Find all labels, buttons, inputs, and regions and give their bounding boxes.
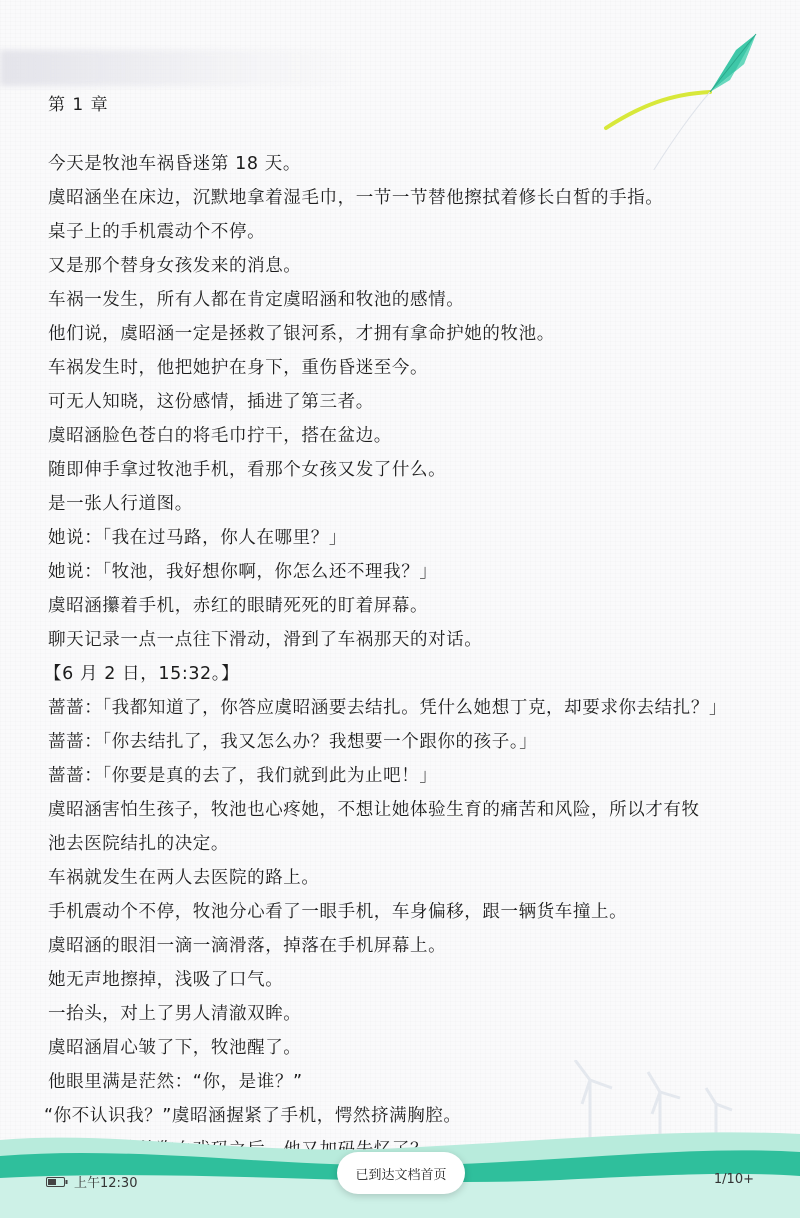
paragraph: 他们说，虞昭涵一定是拯救了银河系，才拥有拿命护她的牧池。 [48,324,555,344]
paragraph: 聊天记录一点一点往下滑动，滑到了车祸那天的对话。 [48,630,483,650]
paragraph: 虞昭涵坐在床边，沉默地拿着湿毛巾，一节一节替他擦拭着修长白皙的手指。 [48,188,664,208]
paragraph: 虞昭涵眉心皱了下，牧池醒了。 [48,1038,302,1058]
paragraph: 他眼里满是茫然：“你，是谁？” [48,1072,303,1092]
paragraph: 一抬头，对上了男人清澈双眸。 [48,1004,302,1024]
paragraph: 手机震动个不停，牧池分心看了一眼手机，车身偏移，跟一辆货车撞上。 [48,902,628,922]
paragraph: 车祸一发生，所有人都在肯定虞昭涵和牧池的感情。 [48,290,465,310]
paragraph: 今天是牧池车祸昏迷第 18 天。 [48,154,301,174]
paragraph: 虞昭涵害怕生孩子，牧池也心疼她，不想让她体验生育的痛苦和风险，所以才有牧 池去医院结扎的决定。 [48,800,700,854]
paragraph: 她说：「我在过马路，你人在哪里？」 [48,528,347,548]
paragraph: 可无人知晓，这份感情，插进了第三者。 [48,392,374,412]
paragraph: 车祸发生时，他把她护在身下，重伤昏迷至今。 [48,358,429,378]
paragraph: 她说：「牧池，我好想你啊，你怎么还不理我？」 [48,562,438,582]
paragraph: 她无声地擦掉，浅吸了口气。 [48,970,284,990]
status-bar-left [46,1172,137,1191]
paragraph: 虞昭涵脸色苍白的将毛巾拧干，搭在盆边。 [48,426,392,446]
battery-icon [46,1177,68,1187]
reached-first-page-button[interactable]: 已到达文档首页 [337,1152,465,1194]
paragraph: 虞昭涵攥着手机，赤红的眼睛死死的盯着屏幕。 [48,596,429,616]
paragraph: “你不认识我？”虞昭涵握紧了手机，愕然挤满胸腔。 [44,1106,462,1126]
top-haze-decoration [0,50,360,86]
paragraph: 桌子上的手机震动个不停。 [48,222,266,242]
paragraph: 又是那个替身女孩发来的消息。 [48,256,302,276]
paragraph: 蔷蔷：「我都知道了，你答应虞昭涵要去结扎。凭什么她想丁克，却要求你去结扎？」 [48,698,728,718]
paragraph: 虞昭涵的眼泪一滴一滴滑落，掉落在手机屏幕上。 [48,936,447,956]
status-time: 上午12:30 [74,1176,138,1191]
story-text [44,147,768,1167]
chapter-title: 第 1 章 [48,95,109,115]
page-counter: 1/10+ [713,1172,754,1187]
paragraph: 【6 月 2 日，15:32。】 [44,664,240,684]
paragraph: 蔷蔷：「你要是真的去了，我们就到此为止吧！」 [48,766,438,786]
paragraph: 随即伸手拿过牧池手机，看那个女孩又发了什么。 [48,460,447,480]
landscape-decoration [0,1060,800,1218]
paragraph: 是一张人行道图。 [48,494,193,514]
paragraph: 蔷蔷：「你去结扎了，我又怎么办？我想要一个跟你的孩子。」 [48,732,538,752]
paragraph: 车祸就发生在两人去医院的路上。 [48,868,320,888]
